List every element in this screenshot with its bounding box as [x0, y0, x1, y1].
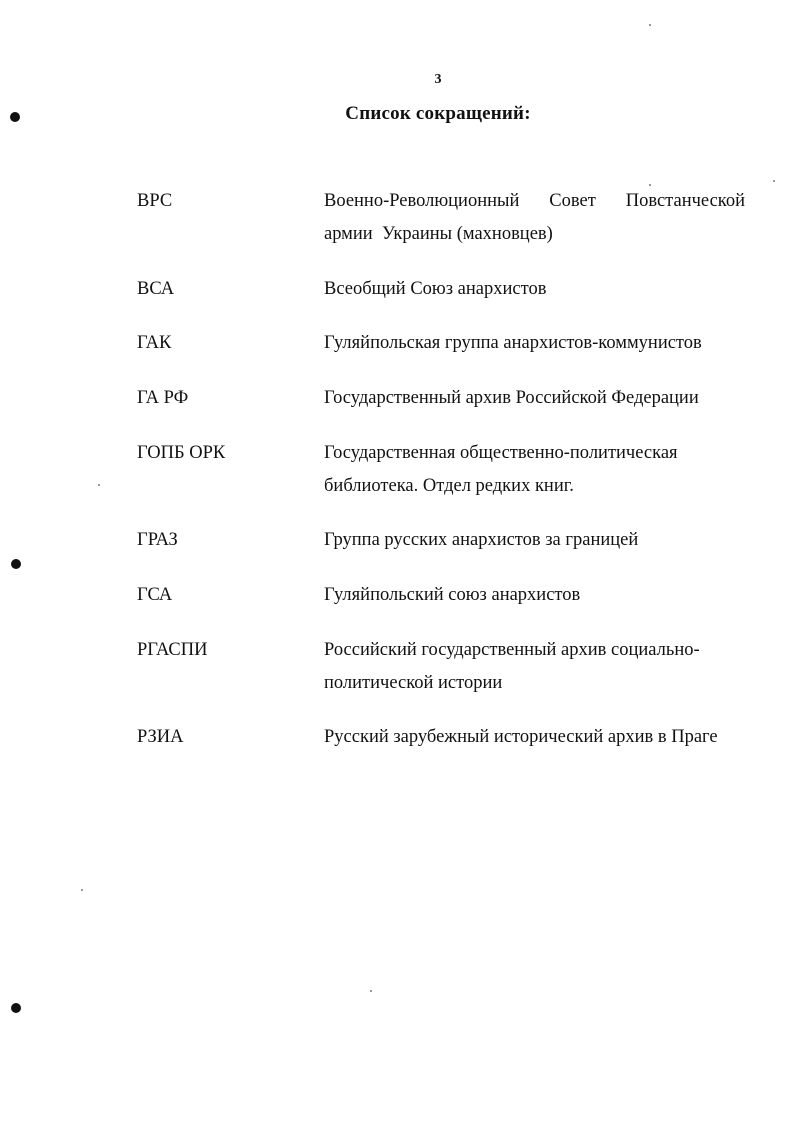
- definition-line: Гуляйпольская группа анархистов-коммунистов: [324, 333, 702, 353]
- definition-line: Гуляйпольский союз анархистов: [324, 585, 581, 605]
- definition: [324, 327, 745, 360]
- definition-line: Государственный архив Российской Федерации: [324, 388, 699, 408]
- definition-word: Повстанческой: [625, 191, 745, 211]
- abbreviation: ГСА: [137, 585, 173, 605]
- definition-line: Всеобщий Союз анархистов: [324, 279, 547, 299]
- definition-line: Государственная общественно-политическая: [324, 443, 678, 463]
- definition-line: библиотека. Отдел редких книг.: [324, 476, 574, 496]
- definition: [324, 524, 745, 557]
- page-number: 3: [434, 72, 442, 87]
- abbreviation: ВРС: [137, 191, 173, 211]
- scan-speck: [98, 484, 100, 486]
- page-title: Список сокращений:: [345, 103, 531, 124]
- abbreviation: ГА РФ: [137, 388, 189, 408]
- scan-speck: [649, 24, 651, 26]
- abbreviation: ВСА: [137, 279, 175, 299]
- definition: [324, 273, 745, 306]
- scan-speck: [81, 889, 83, 891]
- definition-line: Российский государственный архив социально-: [324, 640, 700, 660]
- definition: [324, 634, 745, 700]
- scan-speck: [370, 990, 372, 992]
- scan-speck: [773, 180, 775, 182]
- abbreviation: ГРАЗ: [137, 530, 178, 550]
- definition: [324, 579, 745, 612]
- definition: [324, 721, 745, 754]
- definition: [324, 185, 745, 251]
- abbreviation: РГАСПИ: [137, 640, 208, 660]
- definition-line: Группа русских анархистов за границей: [324, 530, 639, 550]
- definition-line: политической истории: [324, 673, 503, 693]
- punch-hole-mark: [10, 112, 20, 122]
- definition: [324, 437, 745, 503]
- definition-line: [324, 185, 745, 218]
- abbreviation: РЗИА: [137, 727, 184, 747]
- definition: [324, 382, 745, 415]
- punch-hole-mark: [11, 1003, 21, 1013]
- scan-speck: [649, 184, 651, 186]
- definition-line: армии Украины (махновцев): [324, 224, 553, 244]
- abbreviation: ГОПБ ОРК: [137, 443, 226, 463]
- abbreviation: ГАК: [137, 333, 172, 353]
- punch-hole-mark: [11, 559, 21, 569]
- definition-word: Совет: [549, 191, 596, 211]
- definition-line: Русский зарубежный исторический архив в Праге: [324, 727, 718, 747]
- definition-word: Военно-Революционный: [324, 191, 520, 211]
